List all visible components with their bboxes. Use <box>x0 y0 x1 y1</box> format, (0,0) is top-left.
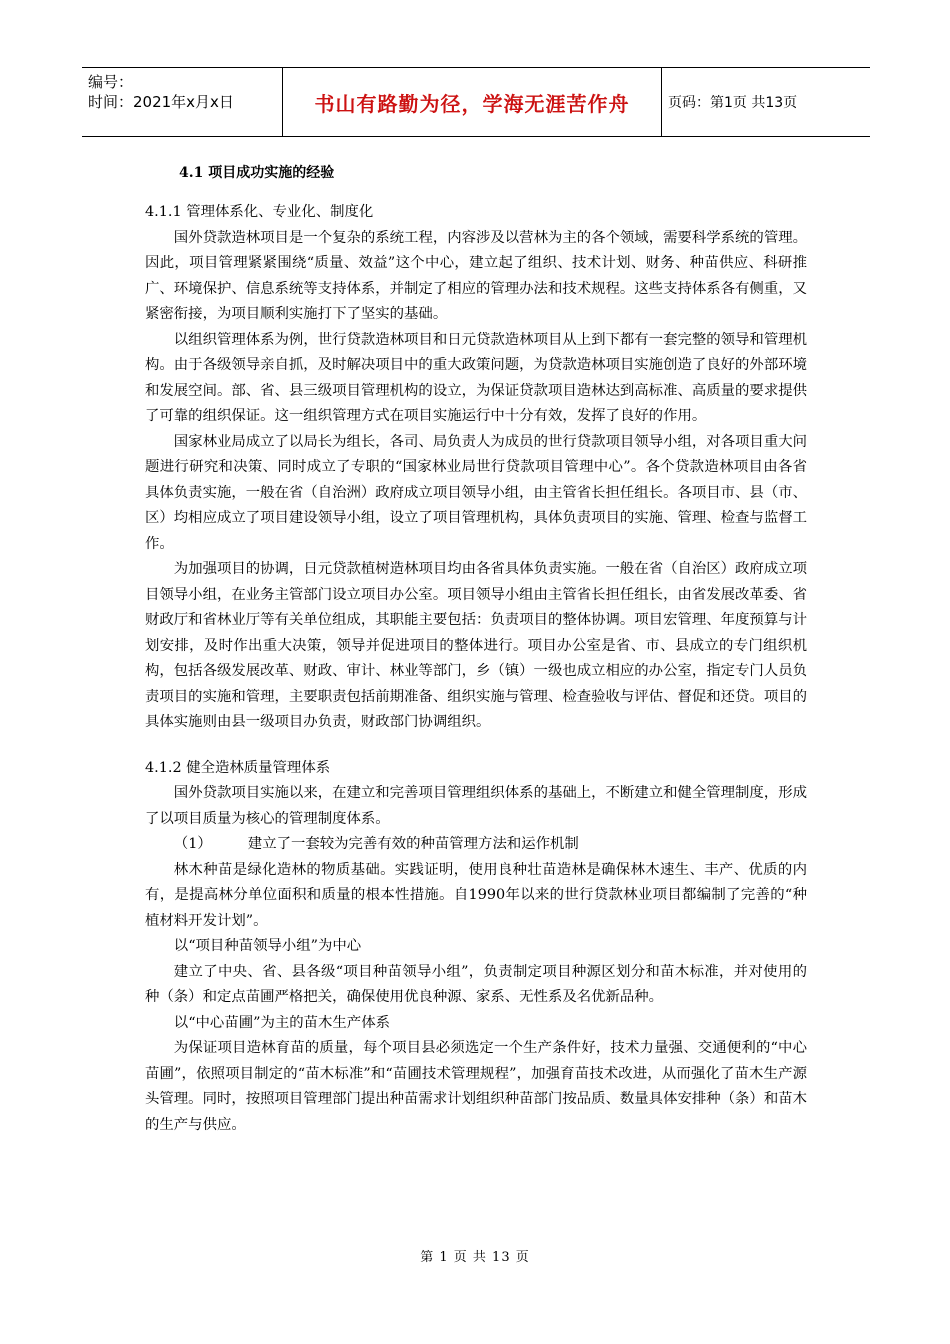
item-text: 建立了一套较为完善有效的种苗管理方法和运作机制 <box>247 836 579 852</box>
paragraph: 以组织管理体系为例，世行贷款造林项目和日元贷款造林项目从上到下都有一套完整的领导和管理机构。由于各级领导亲自抓，及时解决项目中的重大政策问题，为贷款造林项目实施创造了良好的外部环境和发展空间。部、省、县三级项目管理机构的设立，为保证贷款项目造林达到高标准、高质量的要求提供了可靠的组织保证。这一组织管理方式在项目实施运行中十分有效，发挥了良好的作用。 <box>145 331 807 424</box>
document-body <box>145 150 807 1138</box>
paragraph: 为保证项目造林育苗的质量，每个项目县必须选定一个生产条件好，技术力量强、交通便利的“中心苗圃”，依照项目制定的“苗木标准”和“苗圃技术管理规程”，加强育苗技术改进，从而强化了苗木生产源头管理。同时，按照项目管理部门提出种苗需求计划组织种苗部门按品质、数量具体安排种（条）和苗木的生产与供应。 <box>145 1040 807 1133</box>
header-page-info: 页码：第1页 共13页 <box>668 95 798 111</box>
paragraph: 林木种苗是绿化造林的物质基础。实践证明，使用良种壮苗造林是确保林木速生、丰产、优质的内有，是提高林分单位面积和质量的根本性措施。自1990年以来的世行贷款林业项目都编制了完善的“种植材料开发计划”。 <box>145 861 807 929</box>
paragraph: 以“项目种苗领导小组”为中心 <box>173 938 362 954</box>
subsection-heading-4-1-1: 4.1.1 管理体系化、专业化、制度化 <box>145 204 374 220</box>
paragraph: 国外贷款项目实施以来，在建立和完善项目管理组织体系的基础上，不断建立和健全管理制度，形成了以项目质量为核心的管理制度体系。 <box>145 785 807 827</box>
date-label: 时间：2021年x月x日 <box>88 93 234 111</box>
paragraph: 为加强项目的协调，日元贷款植树造林项目均由各省具体负责实施。一般在省（自治区）政府成立项目领导小组，在业务主管部门设立项目办公室。项目领导小组由主管省长担任组长，由省发展改革委、省财政厅和省林业厅等有关单位组成，其职能主要包括：负责项目的整体协调。项目宏管理、年度预算与计划安排，及时作出重大决策，领导并促进项目的整体进行。项目办公室是省、市、县成立的专门组织机构，包括各级发展改革、财政、审计、林业等部门，乡（镇）一级也成立相应的办公室，指定专门人员负责项目的实施和管理，主要职责包括前期准备、组织实施与管理、检查验收与评估、督促和还贷。项目的具体实施则由县一级项目办负责，财政部门协调组织。 <box>145 561 807 730</box>
subsection-heading-4-1-2: 4.1.2 健全造林质量管理体系 <box>145 759 331 776</box>
document-header <box>82 67 870 137</box>
page-footer: 第 1 页 共 13 页 <box>420 1250 530 1265</box>
paragraph: 建立了中央、省、县各级“项目种苗领导小组”，负责制定项目种源区划分和苗木标准，并对使用的种（条）和定点苗圃严格把关，确保使用优良种源、家系、无性系及名优新品种。 <box>145 963 807 1005</box>
header-motto: 书山有路勤为径，学海无涯苦作舟 <box>282 68 662 136</box>
paragraph: 以“中心苗圃”为主的苗木生产体系 <box>173 1014 390 1031</box>
numbered-item <box>145 832 807 858</box>
paragraph: 国外贷款造林项目是一个复杂的系统工程，内容涉及以营林为主的各个领域，需要科学系统的管理。因此，项目管理紧紧围绕“质量、效益”这个中心，建立起了组织、技术计划、财务、种苗供应、科研推广、环境保护、信息系统等支持体系，并制定了相应的管理办法和技术规程。这些支持体系各有侧重，又紧密衔接，为项目顺利实施打下了坚实的基础。 <box>145 229 807 322</box>
paragraph: 国家林业局成立了以局长为组长，各司、局负责人为成员的世行贷款项目领导小组，对各项目重大问题进行研究和决策、同时成立了专职的“国家林业局世行贷款项目管理中心”。各个贷款造林项目由各省具体负责实施，一般在省（自治洲）政府成立项目领导小组，由主管省长担任组长。各项目市、县（市、区）均相应成立了项目建设领导小组，设立了项目管理机构，具体负责项目的实施、管理、检查与监督工作。 <box>145 433 807 552</box>
number-label: 编号： <box>88 73 134 91</box>
section-title: 4.1 项目成功实施的经验 <box>179 165 335 181</box>
item-number: （1） <box>173 836 212 852</box>
header-meta <box>82 68 282 136</box>
